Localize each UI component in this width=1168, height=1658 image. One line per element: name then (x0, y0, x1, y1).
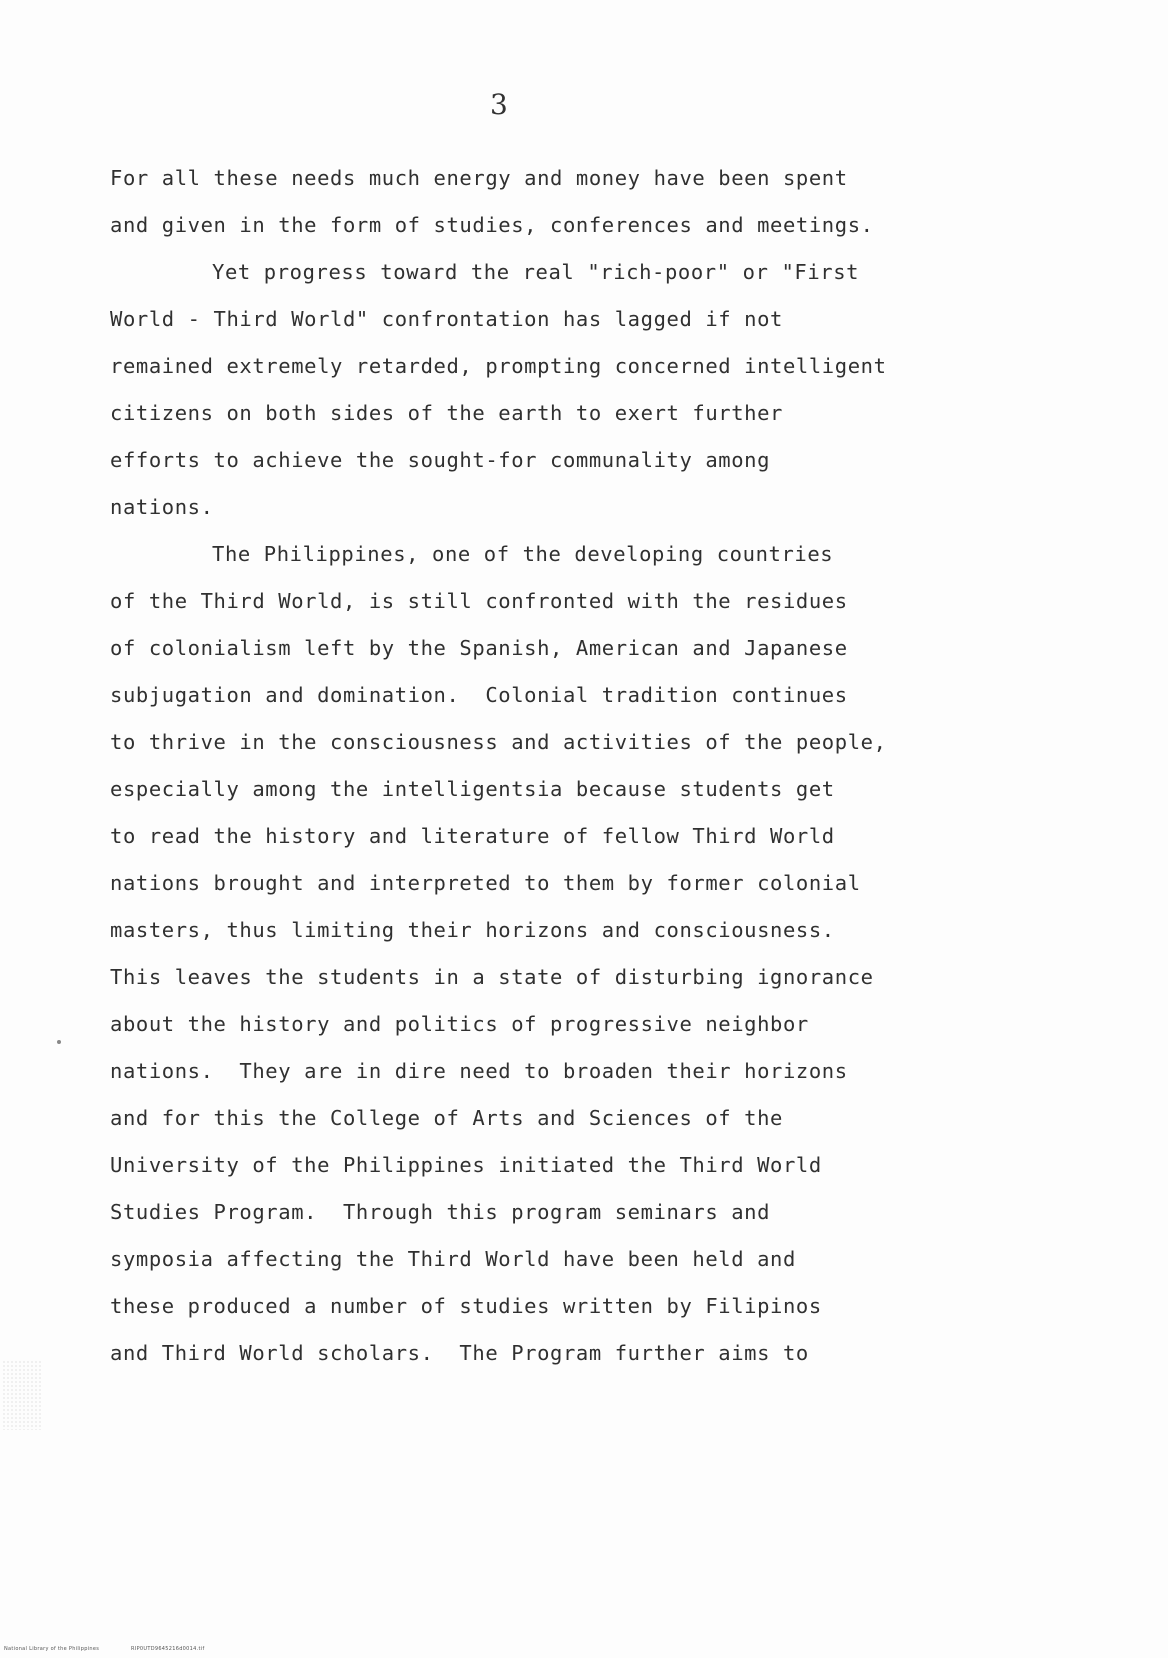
text-line: symposia affecting the Third World have been held and (110, 1247, 796, 1271)
text-line: especially among the intelligentsia because students get (110, 777, 835, 801)
text-line: remained extremely retarded, prompting concerned intelligent (110, 354, 887, 378)
text-line: efforts to achieve the sought-for communality among (110, 448, 771, 472)
footer-file-id: RIP0UTD9645216d0014.tif (131, 1646, 205, 1652)
footer-library: National Library of the Philippines (4, 1646, 100, 1652)
text-line: about the history and politics of progressive neighbor (110, 1012, 809, 1036)
text-line: of the Third World, is still confronted with the residues (110, 589, 848, 613)
text-line: citizens on both sides of the earth to exert further (110, 401, 783, 425)
page-number: 3 (490, 88, 508, 121)
text-line: nations brought and interpreted to them by former colonial (110, 871, 861, 895)
text-line: and for this the College of Arts and Sciences of the (110, 1106, 783, 1130)
text-line: to read the history and literature of fellow Third World (110, 824, 835, 848)
text-line: subjugation and domination. Colonial tradition continues (110, 683, 848, 707)
text-line: The Philippines, one of the developing countries (212, 542, 834, 566)
text-line: nations. They are in dire need to broaden their horizons (110, 1059, 848, 1083)
text-line: nations. (110, 495, 214, 519)
text-line: masters, thus limiting their horizons and consciousness. (110, 918, 835, 942)
body-text (110, 155, 970, 1377)
text-line: Studies Program. Through this program seminars and (110, 1200, 771, 1224)
scan-footer (4, 1646, 235, 1652)
text-line: to thrive in the consciousness and activities of the people, (110, 730, 887, 754)
text-line: and Third World scholars. The Program further aims to (110, 1341, 809, 1365)
scan-edge-noise (2, 1360, 42, 1430)
text-line: For all these needs much energy and money have been spent (110, 166, 848, 190)
text-line: World - Third World" confrontation has lagged if not (110, 307, 783, 331)
scan-speck (57, 1040, 61, 1044)
text-line: This leaves the students in a state of disturbing ignorance (110, 965, 874, 989)
text-line: of colonialism left by the Spanish, American and Japanese (110, 636, 848, 660)
text-line: these produced a number of studies written by Filipinos (110, 1294, 822, 1318)
text-line: and given in the form of studies, conferences and meetings. (110, 213, 874, 237)
text-line: Yet progress toward the real "rich-poor" or "First (212, 260, 860, 284)
text-line: University of the Philippines initiated the Third World (110, 1153, 822, 1177)
